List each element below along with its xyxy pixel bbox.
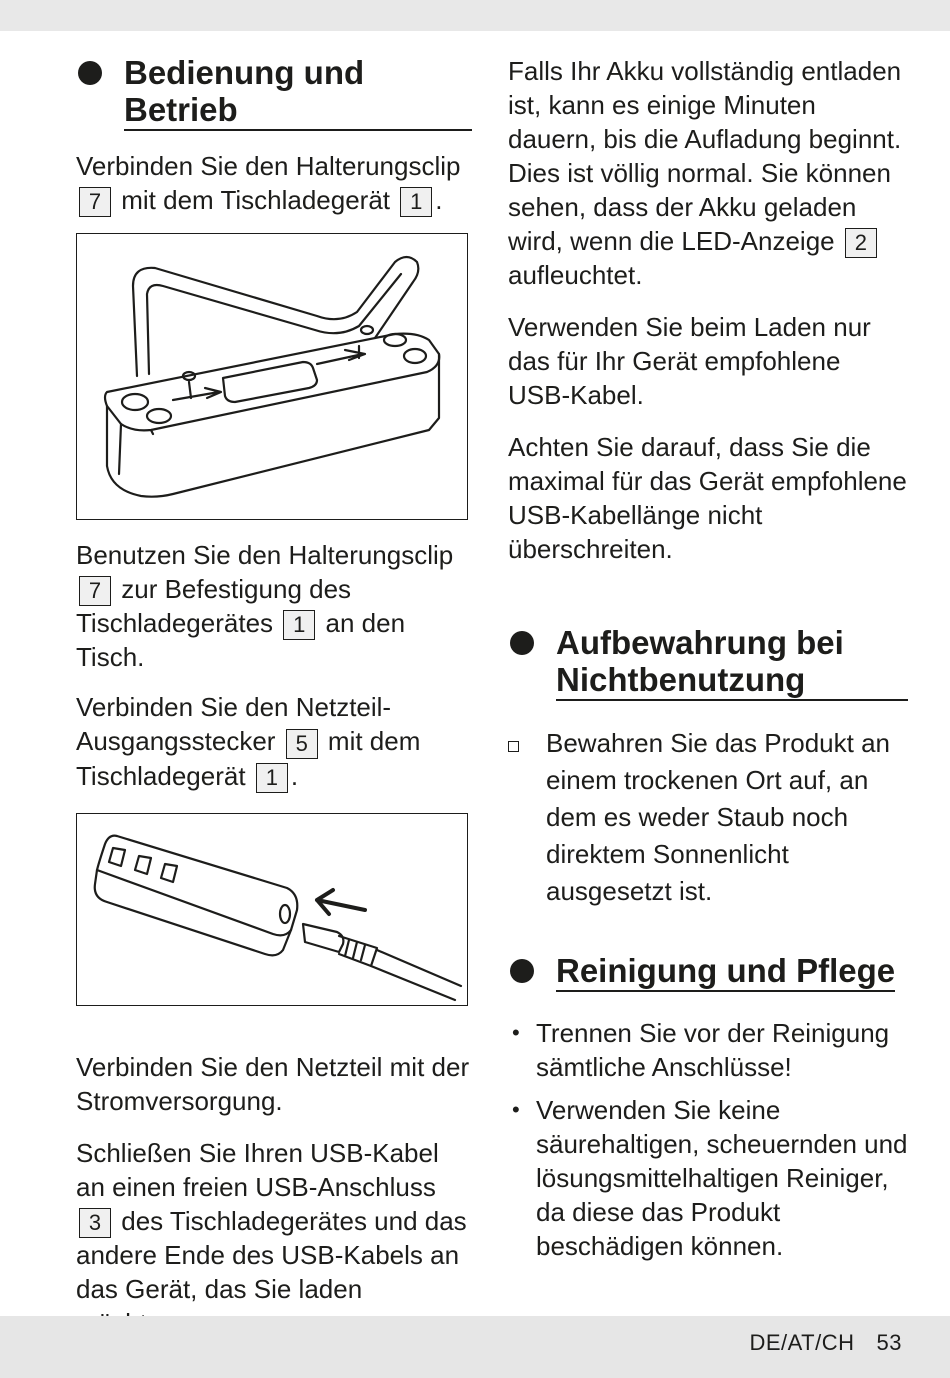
section-heading-storage [508, 624, 908, 701]
section-heading-operation [76, 54, 472, 131]
text: Benutzen Sie den Halterungsclip [76, 540, 454, 571]
text: mit dem Tischladegerät [76, 726, 421, 791]
part-number-badge: 1 [256, 763, 288, 793]
text: aufleuchtet. [508, 260, 643, 291]
right-column [508, 54, 908, 1272]
part-number-badge: 7 [79, 576, 111, 606]
part-number-badge: 3 [79, 1208, 111, 1238]
bullet-dot-icon [510, 631, 534, 655]
text: Verbinden Sie den Netzteil-Ausgangsstecker [76, 692, 392, 757]
paragraph-connect-plug [76, 690, 472, 792]
illustration-clip-attachment [76, 233, 468, 520]
text: des Tischladegerätes und das andere Ende des USB-Kabels an das Gerät, das Sie laden [76, 1205, 467, 1304]
bullet-icon: • [512, 1097, 520, 1123]
text: . [435, 185, 443, 215]
list-item-text: Bewahren Sie das Produkt an einem trockenen Ort auf, an dem es weder Staub noch direktem Sonnenlicht ausgesetzt ist. [546, 728, 890, 907]
illustration-plug-connection [76, 813, 468, 1006]
paragraph-battery-note [508, 54, 908, 292]
part-number-badge: 5 [286, 729, 318, 759]
heading-text: Aufbewahrung bei Nichtbenutzung [556, 624, 908, 701]
text: an den Tisch. [76, 608, 406, 673]
paragraph-connect-clip [76, 149, 472, 217]
text: zur Befestigung des Tischladegerätes [76, 574, 352, 639]
section-heading-cleaning [508, 952, 908, 992]
top-bar [0, 0, 950, 31]
text: Falls Ihr Akku vollständig entladen ist, kann es einige Minuten dauern, bis die Aufladung beginnt. Dies ist völlig normal. Sie können sehen, dass der Akku geladen wird, wenn die LED-Anzeige [508, 56, 902, 256]
checkbox-square-icon [508, 741, 519, 752]
care-list [508, 1016, 908, 1263]
text: Schließen Sie Ihren USB-Kabel an einen freien USB-Anschluss [76, 1137, 439, 1202]
bullet-dot-icon [78, 61, 102, 85]
paragraph-cable-length: Achten Sie darauf, dass Sie die maximal für das Gerät empfohlene USB-Kabellänge nicht überschreiten. [508, 432, 907, 565]
care-list-item [508, 1016, 908, 1084]
page-number: 53 [876, 1330, 902, 1355]
heading-text: Reinigung und Pflege [556, 952, 895, 992]
list-item-text: Trennen Sie vor der Reinigung sämtliche Anschlüsse! [536, 1018, 890, 1083]
list-item-text: Verwenden Sie keine säurehaltigen, scheuernden und lösungsmittelhaltigen Reiniger, da diese das Produkt beschädigen können. [536, 1095, 908, 1262]
text: mit dem Tischladegerät [121, 185, 391, 215]
care-list-item [508, 1093, 908, 1263]
paragraph-power-supply: Verbinden Sie den Netzteil mit der Stromversorgung. [76, 1051, 470, 1116]
left-column [76, 54, 472, 1340]
bullet-icon: • [512, 1020, 520, 1046]
footer-region: DE/AT/CH [749, 1330, 855, 1355]
part-number-badge: 1 [400, 187, 432, 217]
part-number-badge: 1 [283, 610, 315, 640]
heading-text: Bedienung und Betrieb [124, 54, 472, 131]
text: Verbinden Sie den Halterungsclip [76, 151, 461, 181]
part-number-badge: 2 [845, 228, 877, 258]
clip-diagram-icon [77, 234, 466, 518]
paragraph-usb-recommend: Verwenden Sie beim Laden nur das für Ihr Gerät empfohlene USB-Kabel. [508, 312, 871, 411]
part-number-badge: 7 [79, 187, 111, 217]
footer [749, 1330, 902, 1356]
plug-diagram-icon [77, 814, 466, 1004]
paragraph-fasten-clip [76, 538, 472, 674]
paragraph-usb-cable [76, 1136, 472, 1340]
storage-list [508, 725, 908, 910]
bullet-dot-icon [510, 959, 534, 983]
storage-list-item [508, 725, 908, 910]
text: . [290, 760, 299, 791]
